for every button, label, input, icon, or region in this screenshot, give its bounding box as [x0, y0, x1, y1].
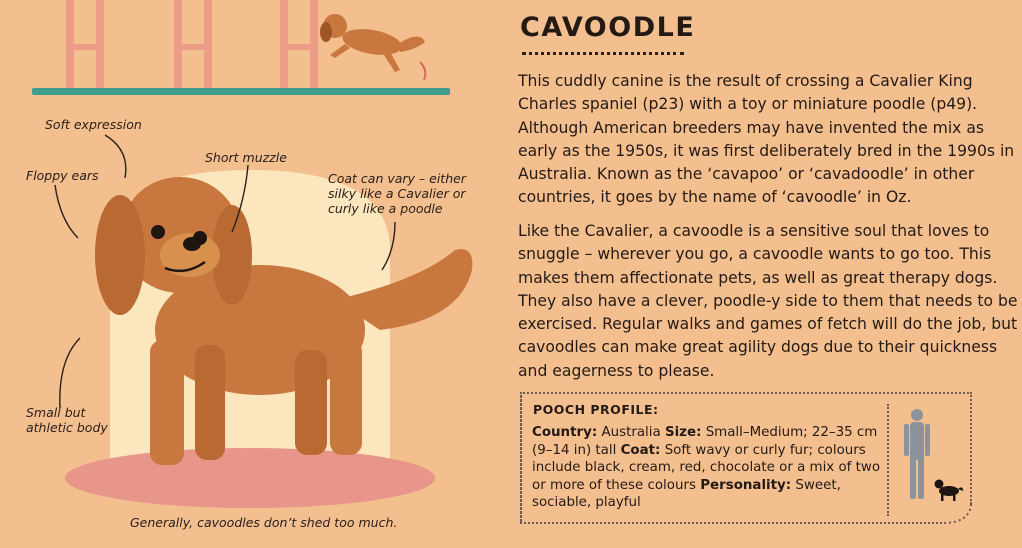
profile-details: [532, 424, 882, 512]
size-value: Small–Medium; 22–35 cm (9–14 in) tall: [532, 425, 878, 458]
page-title: CAVOODLE: [520, 12, 696, 43]
country-value: Australia: [601, 425, 661, 440]
annotation-coat: Coat can vary – either silky like a Cavalier or curly like a poodle: [328, 171, 466, 216]
illustration-caption: Generally, cavoodles don’t shed too much.: [130, 515, 398, 530]
size-label: Size:: [664, 425, 702, 440]
annotation-body: Small but athletic body: [26, 405, 108, 435]
profile-separator: [887, 404, 889, 516]
jumping-dog-icon: [320, 14, 425, 80]
country-label: Country:: [532, 425, 598, 440]
personality-label: Personality:: [700, 477, 792, 493]
profile-border-bottom: [520, 522, 946, 524]
floor-shadow: [65, 448, 435, 508]
ground-bar: [32, 88, 450, 95]
coat-label: Coat:: [620, 442, 661, 458]
annotation-short-muzzle: Short muzzle: [205, 150, 287, 165]
paragraph-intro: This cuddly canine is the result of crossing a Cavalier King Charles spaniel (p23) with a toy or miniature poodle (p49). Although American breeders may have invented the mix as early as the 1950s, it was first deliberately bred in the 1990s in Australia. Known as the ‘cavapoo’ or ‘cavadoodle’ in other countries, it goes by the name of ‘cavoodle’ in Oz.: [518, 72, 1015, 207]
agility-hurdles: [66, 0, 318, 90]
title-dotted-underline: [522, 52, 684, 55]
annotation-soft-expression: Soft expression: [45, 117, 142, 132]
cavoodle-illustration: [0, 0, 500, 548]
annotation-floppy-ears: Floppy ears: [26, 168, 99, 183]
coat-value: Soft wavy or curly fur; colours include black, cream, red, chocolate or a mix of two or more of these colours: [532, 442, 881, 493]
paragraph-personality: Like the Cavalier, a cavoodle is a sensitive soul that loves to snuggle – wherever you go, a cavoodle wants to go too. This makes them affectionate pets, as well as great therapy dogs. They also have a clever, poodle-y side to them that needs to be exercised. Regular walks and games of fetch will do the job, but cavoodles can make great agility dogs due to their quickness and eagerness to please.: [518, 222, 1018, 380]
personality-value: Sweet, sociable, playful: [532, 477, 841, 510]
profile-border-right: [970, 392, 972, 504]
profile-heading: POOCH PROFILE:: [533, 402, 659, 417]
size-comparison-figure: [895, 405, 965, 510]
human-silhouette-icon: [904, 409, 930, 499]
dog-silhouette-icon: [935, 480, 964, 502]
